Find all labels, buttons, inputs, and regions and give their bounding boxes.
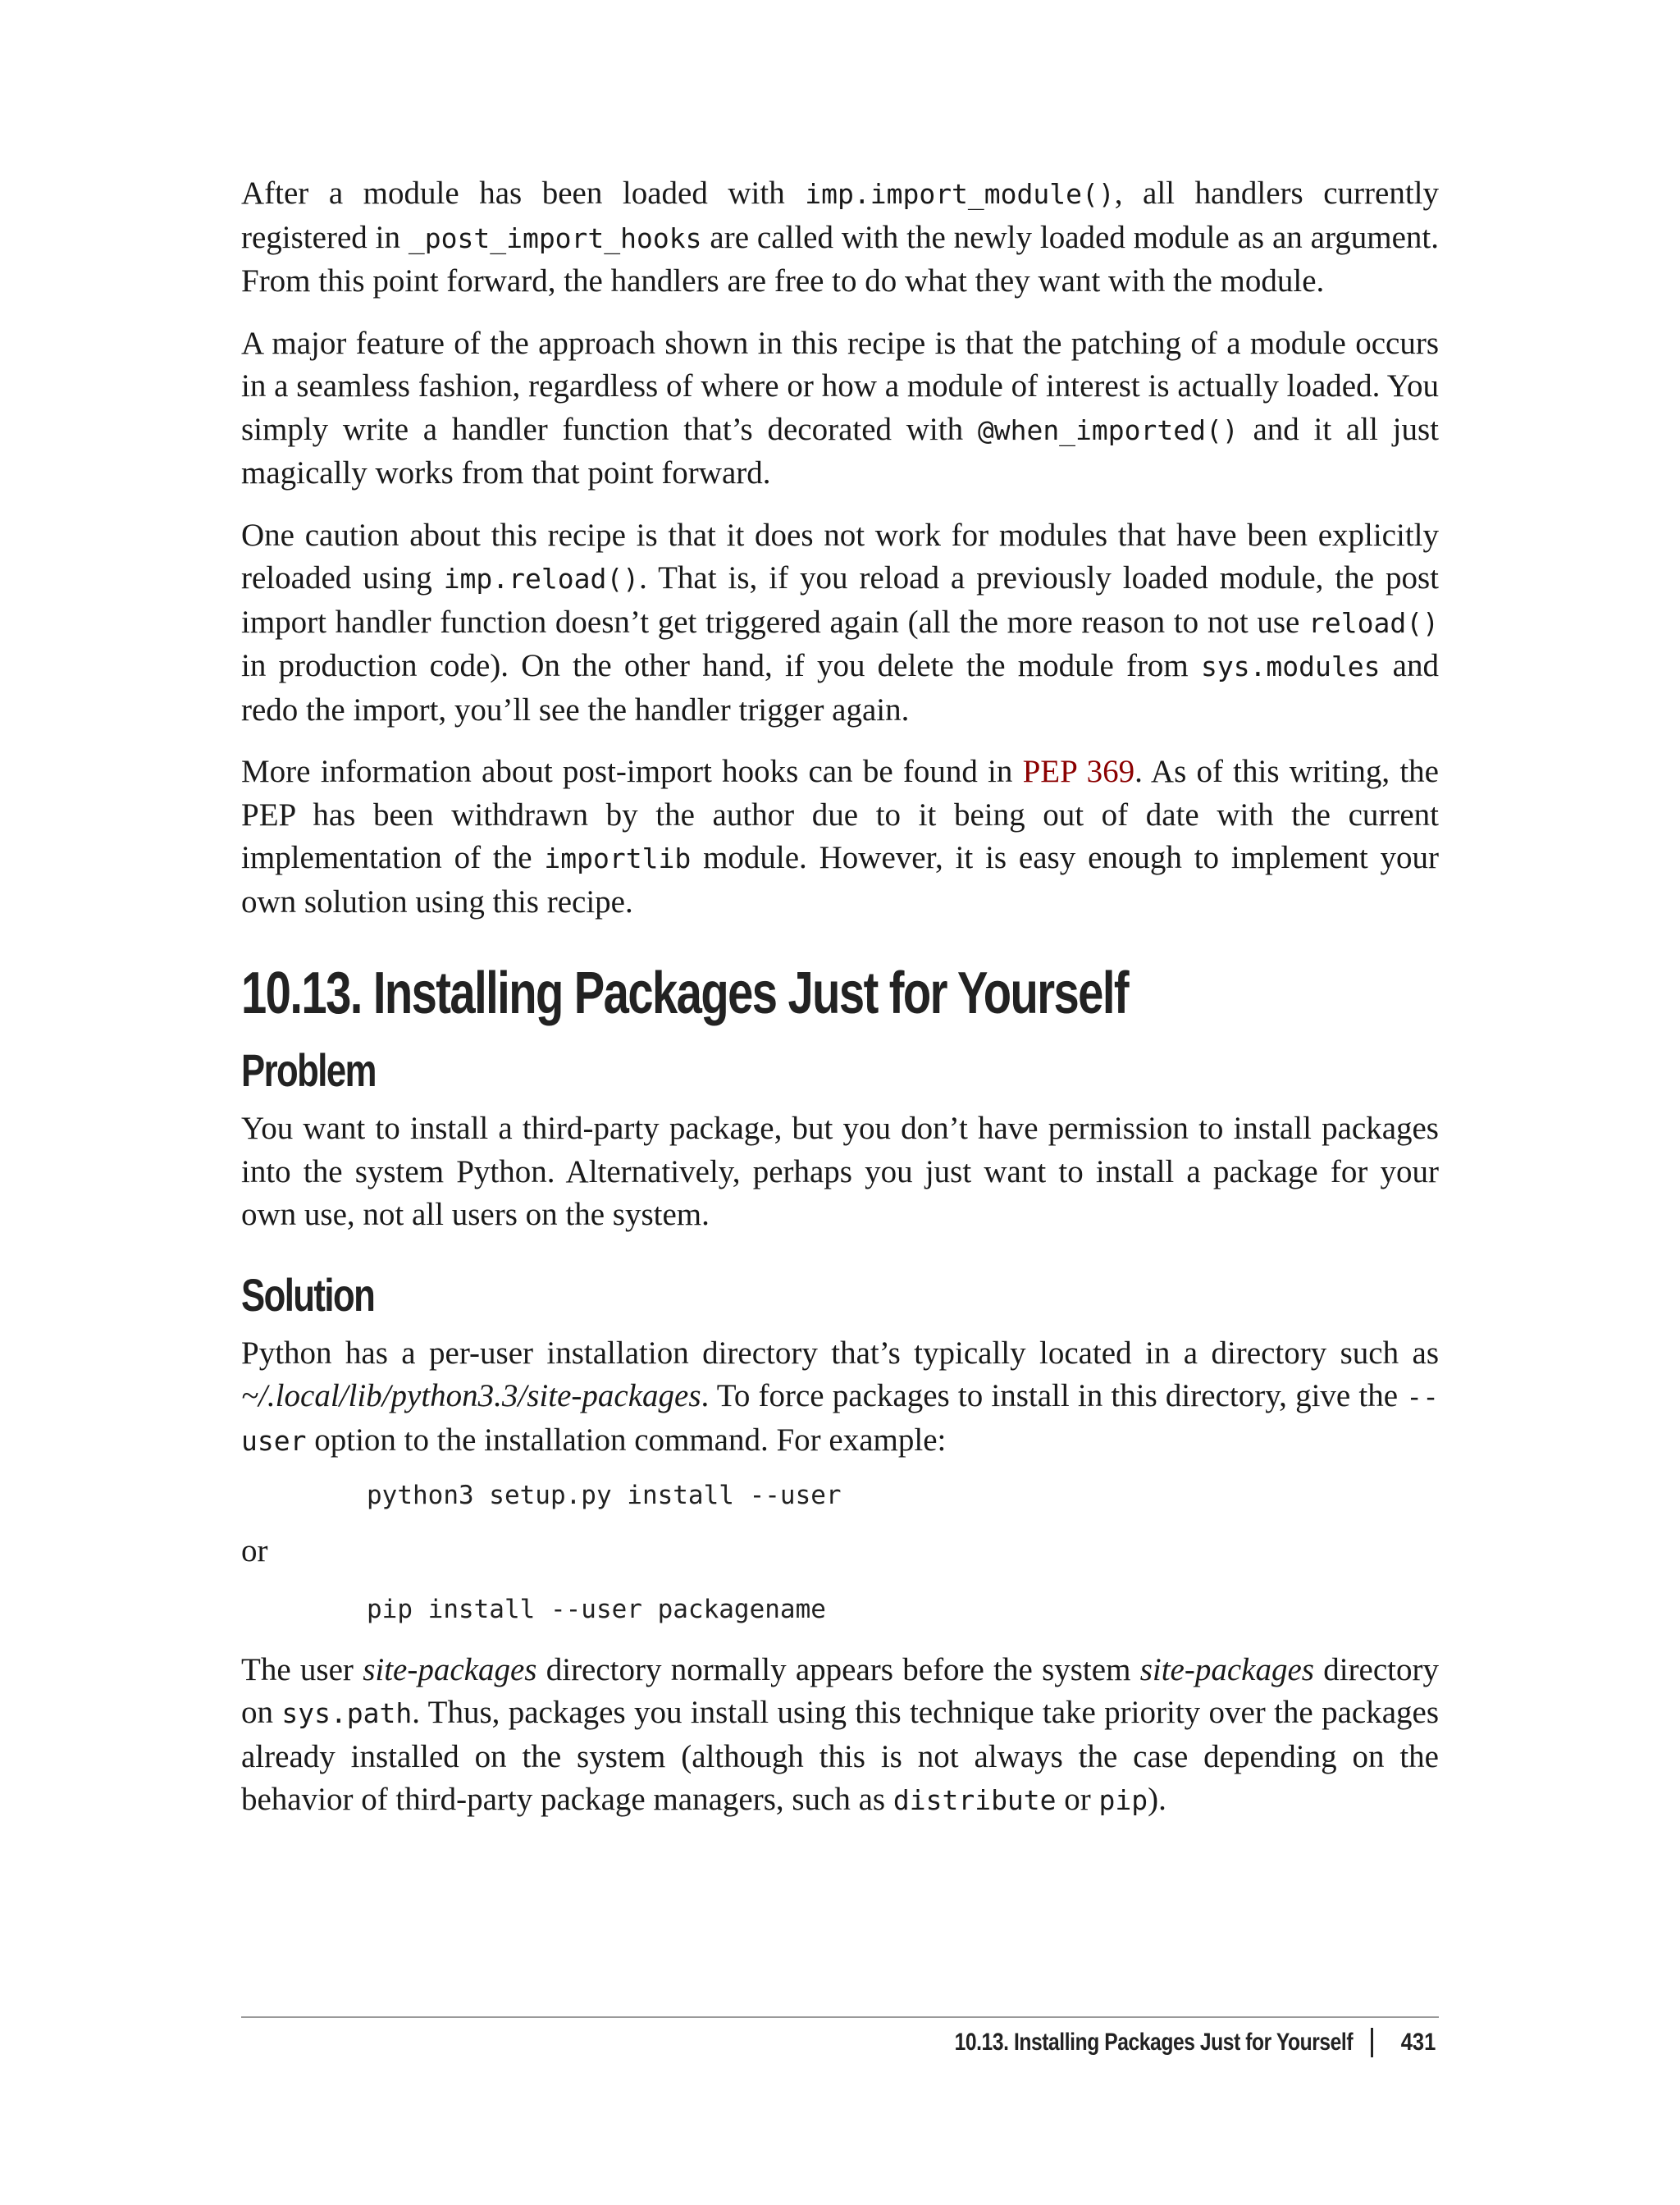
paragraph-caution [241, 514, 1439, 733]
inline-code: pip [1098, 1784, 1148, 1816]
text: ). [1148, 1782, 1166, 1817]
inline-code: @when_imported() [977, 413, 1239, 446]
code-block-pip-install: pip install --user packagename [367, 1594, 826, 1624]
text: , all handlers currently registered in [241, 176, 1439, 255]
footer-section-title: 10.13. Installing Packages Just for Yourself [954, 2029, 1353, 2056]
text: One caution about this recipe is that it does not work for modules that have been explicitly reloaded using [241, 517, 1439, 596]
pep-369-link[interactable]: PEP 369 [1022, 754, 1135, 789]
solution-heading: Solution [241, 1268, 375, 1321]
text: After a module has been loaded with [241, 176, 806, 211]
text: . As of this writing, the PEP has been withdrawn by the author due to it being out of date with the current implementation of the [241, 754, 1439, 875]
inline-code: sys.path [281, 1697, 413, 1729]
page-footer [867, 2028, 1439, 2057]
emphasis: site-packages [1139, 1651, 1314, 1687]
text: and redo the import, you’ll see the handler trigger again. [241, 648, 1439, 728]
path-emphasis: ~/.local/lib/python3.3/site-packages [241, 1378, 701, 1413]
solution-paragraph-1 [241, 1332, 1439, 1463]
text: module. However, it is easy enough to implement your own solution using this recipe. [241, 840, 1439, 920]
code-block-setup-install: python3 setup.py install --user [367, 1481, 842, 1510]
text: The user [241, 1651, 363, 1687]
paragraph-more-information [241, 751, 1439, 924]
inline-code: reload() [1308, 606, 1439, 639]
inline-code: imp.reload() [443, 563, 640, 595]
text: directory normally appears before the system [536, 1651, 1140, 1687]
text: A major feature of the approach shown in this recipe is that the patching of a module occurs in a seamless fashion, regardless of where or how a module of interest is actually loaded. You simply write a handler function that’s decorated with [241, 325, 1439, 447]
inline-code: distribute [892, 1784, 1057, 1816]
paragraph-major-feature [241, 322, 1439, 495]
text: directory on [241, 1651, 1440, 1730]
text: . To force packages to install in this directory, give the [701, 1378, 1407, 1413]
problem-paragraph: You want to install a third-party package, but you don’t have permission to install packages into the system Python. Alternatively, perhaps you just want to install a package for your own use, not all users on the system. [241, 1111, 1439, 1232]
paragraph-post-import-handlers [241, 172, 1439, 304]
problem-heading: Problem [241, 1044, 376, 1096]
inline-code: _post_import_hooks [408, 221, 702, 254]
text: . That is, if you reload a previously loaded module, the post import handler function doesn’t get triggered again (all the more reason to not use [241, 560, 1440, 640]
text: are called with the newly loaded module as an argument. From this point forward, the handlers are free to do what they want with the module. [241, 219, 1439, 299]
emphasis: site-packages [363, 1651, 537, 1687]
text: or [1056, 1782, 1099, 1817]
footer-divider [241, 2016, 1439, 2018]
text: More information about post-import hooks can be found in [241, 754, 1023, 789]
page-number: 431 [1400, 2029, 1436, 2056]
inline-code: imp.import_module() [805, 178, 1115, 210]
footer-separator [1371, 2028, 1373, 2057]
inline-code: --user [241, 1381, 1439, 1457]
or-text: or [241, 1533, 268, 1568]
text: Python has a per-user installation directory that’s typically located in a directory such as [241, 1335, 1439, 1371]
page-content [241, 172, 1439, 1842]
inline-code: sys.modules [1200, 651, 1381, 682]
text: . Thus, packages you install using this technique take priority over the packages already installed on the system (although this is not always the case depending on the behavior of third-party package managers, such as [241, 1695, 1439, 1817]
text: option to the installation command. For example: [306, 1422, 947, 1458]
inline-code: importlib [544, 842, 692, 874]
solution-paragraph-2 [241, 1649, 1439, 1823]
text: and it all just magically works from that point forward. [241, 411, 1439, 491]
section-title: 10.13. Installing Packages Just for Yourself [241, 961, 1129, 1026]
text: in production code). On the other hand, if you delete the module from [241, 648, 1201, 683]
